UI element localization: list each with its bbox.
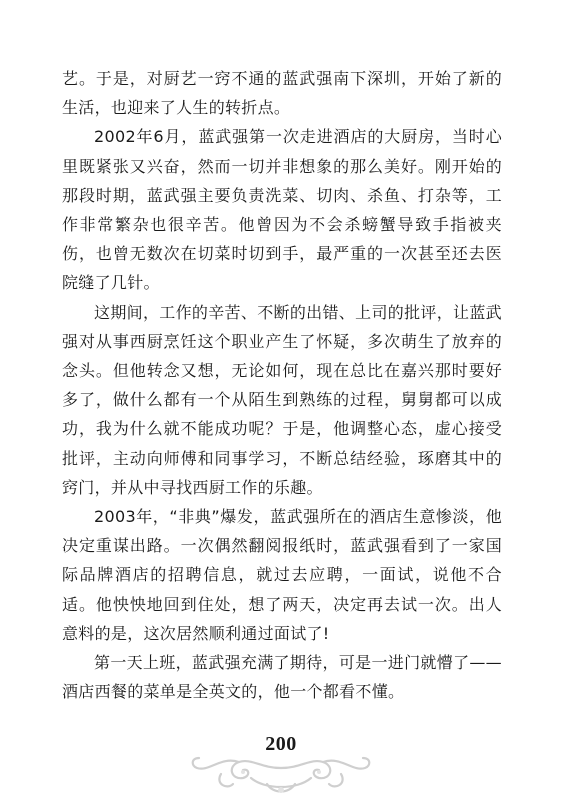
paragraph: 第一天上班，蓝武强充满了期待，可是一进门就懵了——酒店西餐的菜单是全英文的，他一个都看不懂。 xyxy=(62,653,502,702)
body-text xyxy=(62,64,502,706)
page-number: 200 xyxy=(265,733,297,755)
page-footer xyxy=(0,728,562,800)
paragraph-continuation: 艺。于是，对厨艺一窍不通的蓝武强南下深圳，开始了新的生活，也迎来了人生的转折点。 xyxy=(62,69,502,118)
paragraph: 2003年，“非典”爆发，蓝武强所在的酒店生意惨淡，他决定重谋出路。一次偶然翻阅报纸时，蓝武强看到了一家国际品牌酒店的招聘信息，就过去应聘，一面试，说他不合适。他怏怏地回到住处，想了两天，决定再去试一次。出人意料的是，这次居然顺利通过面试了! xyxy=(62,507,502,643)
paragraph: 这期间，工作的辛苦、不断的出错、上司的批评，让蓝武强对从事西厨烹饪这个职业产生了怀疑，多次萌生了放弃的念头。但他转念又想，无论如何，现在总比在嘉兴那时要好多了，做什么都有一个从陌生到熟练的过程，舅舅都可以成功，我为什么就不能成功呢？于是，他调整心态，虚心接受批评，主动向师傅和同事学习，不断总结经验，琢磨其中的窍门，并从中寻找西厨工作的乐趣。 xyxy=(62,302,502,497)
paragraph: 2002年6月，蓝武强第一次走进酒店的大厨房，当时心里既紧张又兴奋，然而一切并非想象的那么美好。刚开始的那段时期，蓝武强主要负责洗菜、切肉、杀鱼、打杂等，工作非常繁杂也很辛苦。他曾因为不会杀螃蟹导致手指被夹伤，也曾无数次在切菜时切到手，最严重的一次甚至还去医院缝了几针。 xyxy=(62,127,502,293)
